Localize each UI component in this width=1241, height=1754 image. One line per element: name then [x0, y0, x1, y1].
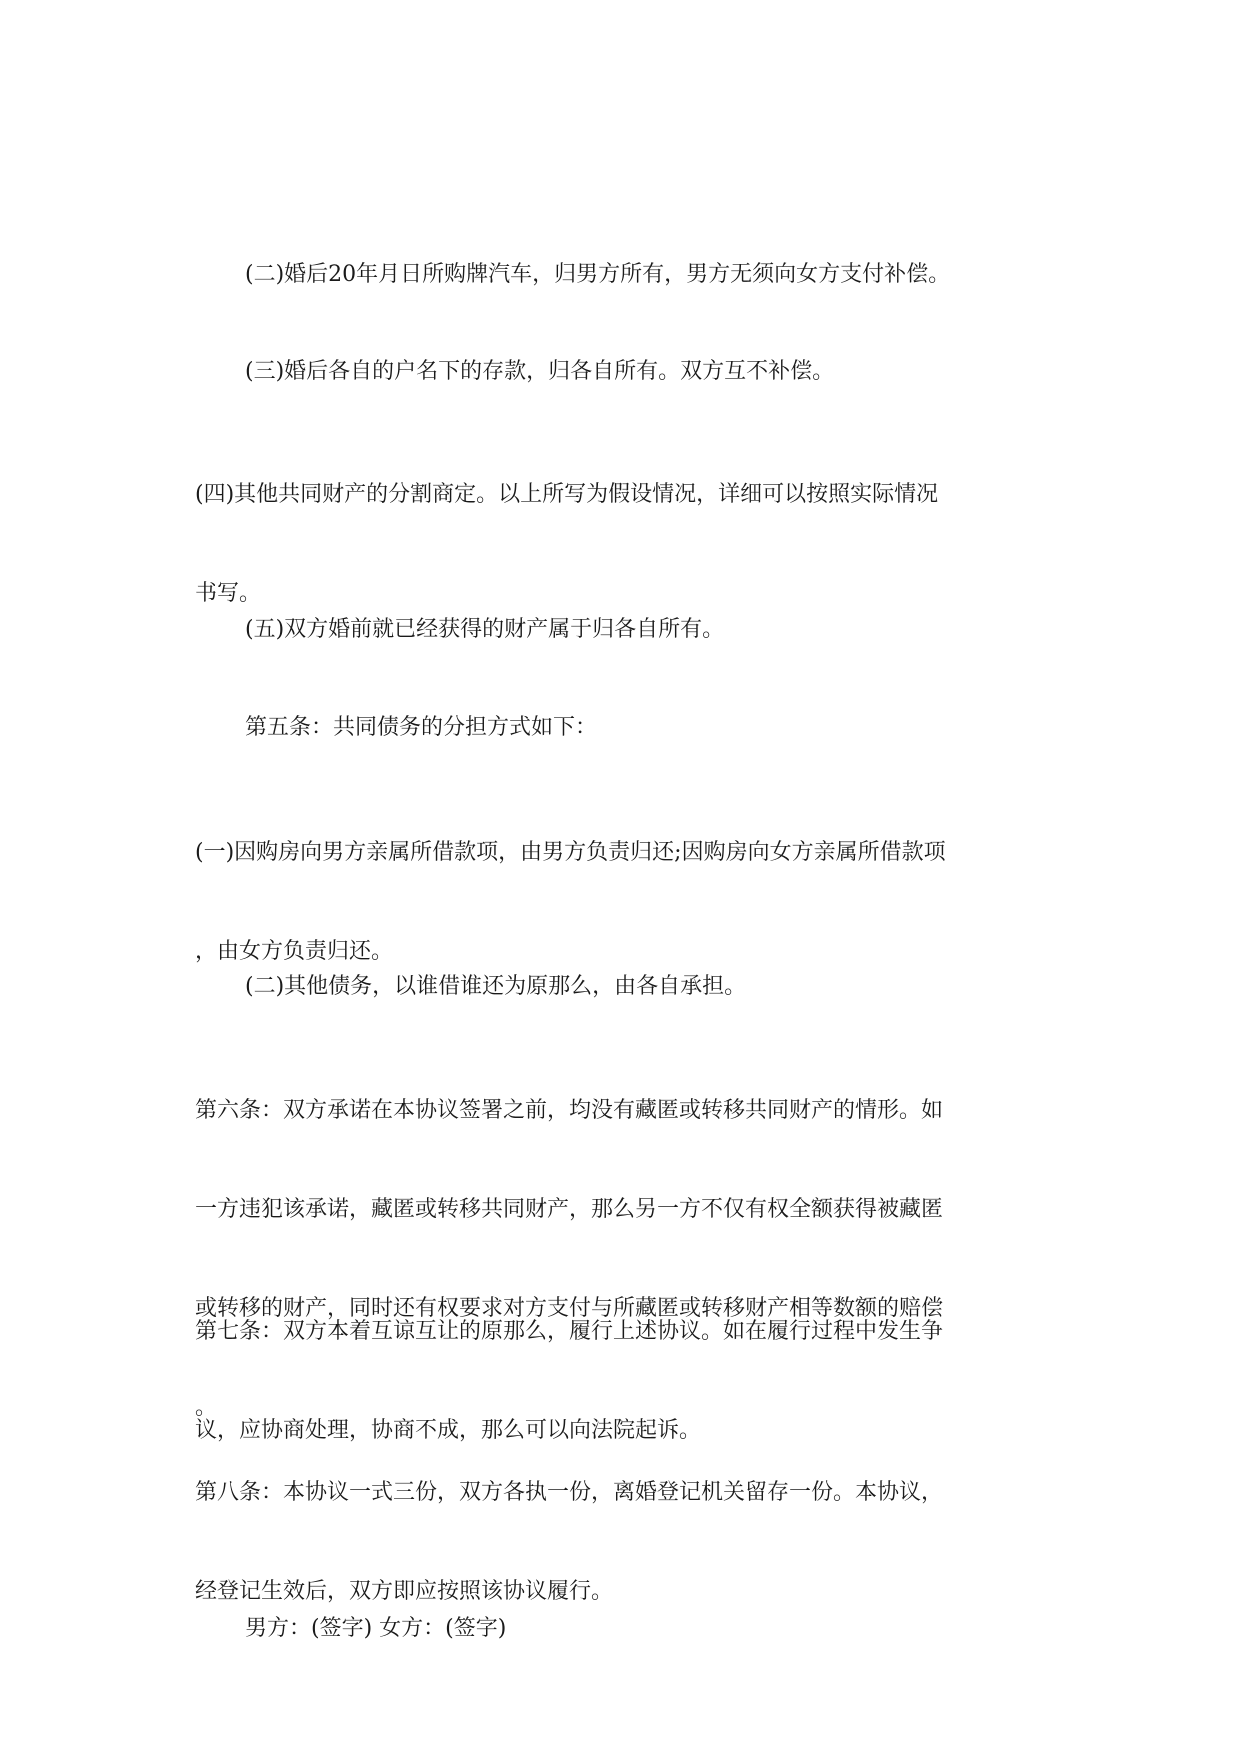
text-line: (二)婚后20年月日所购牌汽车，归男方所有，男方无须向女方支付补偿。 [245, 262, 951, 287]
text-line: 一方违犯该承诺，藏匿或转移共同财产，那么另一方不仅有权全额获得被藏匿 [195, 1197, 944, 1222]
text-line: 第五条：共同债务的分担方式如下： [245, 715, 598, 740]
text-line: 第六条：双方承诺在本协议签署之前，均没有藏匿或转移共同财产的情形。如 [195, 1098, 944, 1123]
text-line: 议，应协商处理，协商不成，那么可以向法院起诉。 [195, 1418, 702, 1443]
text-line: 经登记生效后，双方即应按照该协议履行。 [195, 1579, 614, 1604]
text-line: (一)因购房向男方亲属所借款项，由男方负责归还;因购房向女方亲属所借款项 [195, 840, 946, 865]
signature-line [245, 1546, 1055, 1711]
text-line: (五)双方婚前就已经获得的财产属于归各自所有。 [245, 617, 725, 642]
text-line: 或转移的财产，同时还有权要求对方支付与所藏匿或转移财产相等数额的赔偿 [195, 1296, 944, 1321]
text-line: 。 [195, 1395, 218, 1420]
text-line: 第七条：双方本着互谅互让的原那么，履行上述协议。如在履行过程中发生争 [195, 1319, 944, 1344]
text-line: 男方：(签字) 女方：(签字) [245, 1616, 507, 1641]
text-line: 第八条：本协议一式三份，双方各执一份，离婚登记机关留存一份。本协议， [195, 1480, 944, 1505]
text-line: 书写。 [195, 581, 262, 606]
text-line: (三)婚后各自的户名下的存款，归各自所有。双方互不补偿。 [245, 359, 835, 384]
text-line: ，由女方负责归还。 [195, 939, 394, 964]
text-line: (二)其他债务，以谁借谁还为原那么，由各自承担。 [245, 974, 747, 999]
text-line: (四)其他共同财产的分割商定。以上所写为假设情况，详细可以按照实际情况 [195, 482, 939, 507]
